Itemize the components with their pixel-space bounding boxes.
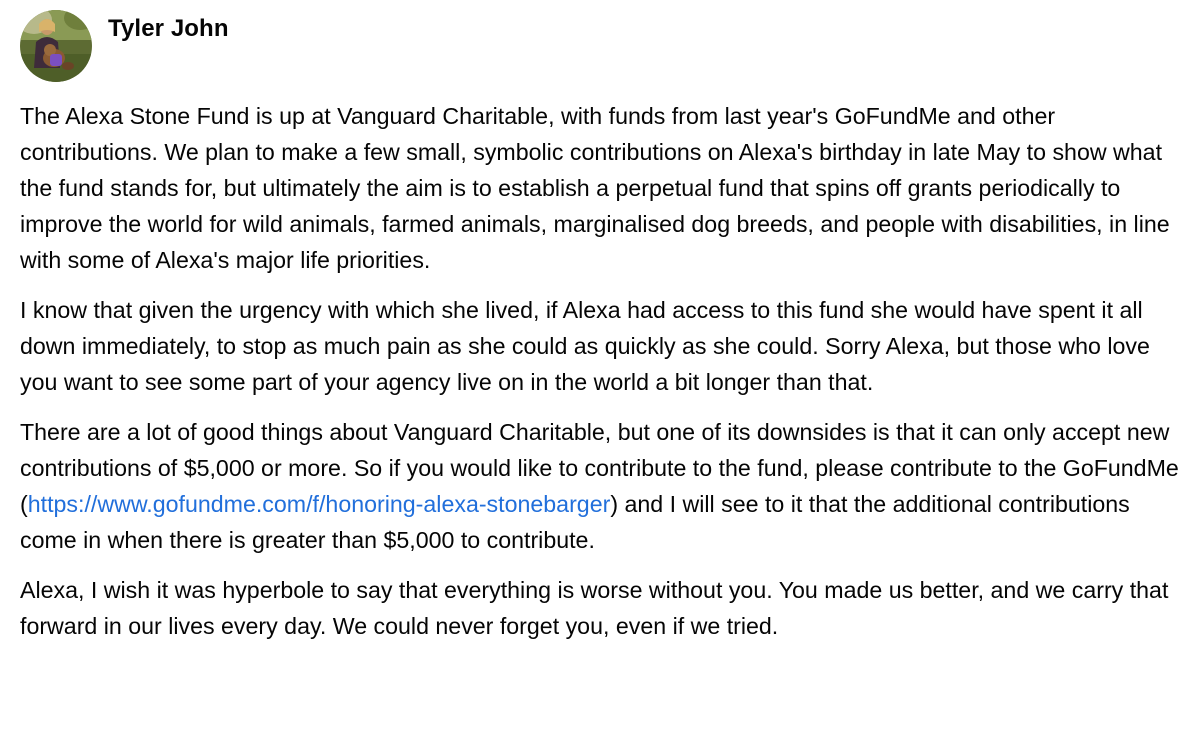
paragraph-text: ) and I will see to it that the additional contributions come in when there is greater than $5,000 to contribute. <box>20 491 1130 553</box>
paragraph-text: There are a lot of good things about Vanguard Charitable, but one of its downsides is that it can only accept new contributions of $5,000 or more. So if you would like to contribute to the fund, please contribute to the GoFundMe ( <box>20 419 1179 517</box>
avatar[interactable] <box>20 10 92 82</box>
author-name[interactable]: Tyler John <box>108 15 229 42</box>
post-header <box>20 10 229 84</box>
post-paragraph: Alexa, I wish it was hyperbole to say that everything is worse without you. You made us better, and we carry that forward in our lives every day. We could never forget you, even if we tried. <box>20 577 1169 639</box>
post-paragraph: The Alexa Stone Fund is up at Vanguard Charitable, with funds from last year's GoFundMe and other contributions. We plan to make a few small, symbolic contributions on Alexa's birthday in late May to show what the fund stands for, but ultimately the aim is to establish a perpetual fund that spins off grants periodically to improve the world for wild animals, farmed animals, marginalised dog breeds, and people with disabilities, in line with some of Alexa's major life priorities. <box>20 103 1170 273</box>
avatar-image <box>20 10 92 82</box>
post-paragraph: I know that given the urgency with which she lived, if Alexa had access to this fund she would have spent it all down immediately, to stop as much pain as she could as quickly as she could. Sorry Alexa, but those who love you want to see some part of your agency live on in the world a bit longer than that. <box>20 297 1150 395</box>
post-body <box>20 98 1190 658</box>
post-paragraph <box>20 414 1190 558</box>
gofundme-link[interactable]: https://www.gofundme.com/f/honoring-alexa-stonebarger <box>27 491 611 517</box>
